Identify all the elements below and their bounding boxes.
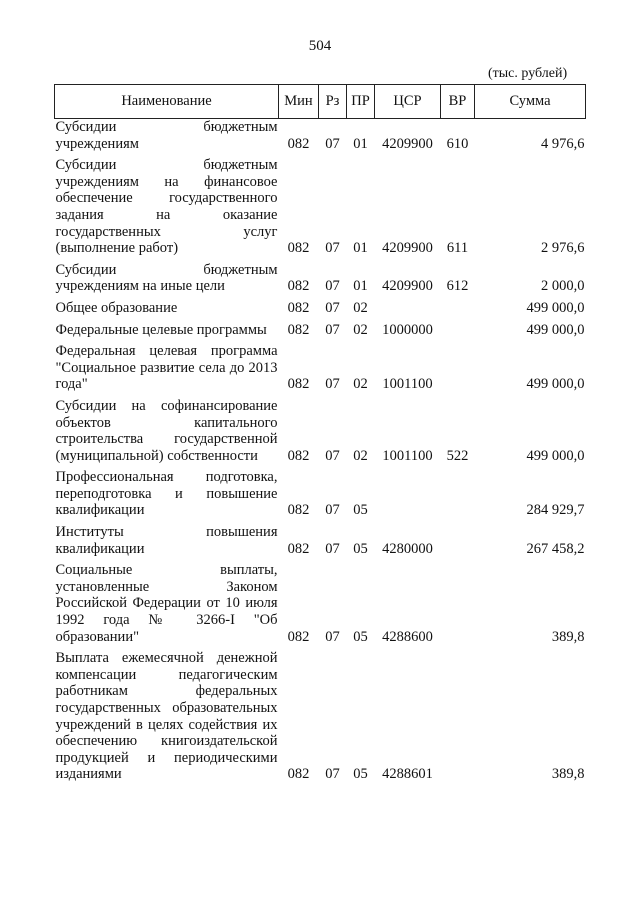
- row-vr: [441, 300, 475, 322]
- row-name: Общее образование: [55, 299, 178, 316]
- row-min: 082: [287, 502, 310, 519]
- row-csr: [375, 469, 441, 524]
- table-row: [55, 562, 586, 650]
- row-csr: 1000000: [382, 321, 433, 338]
- budget-table: [54, 84, 586, 788]
- row-vr: [441, 343, 475, 398]
- row-csr: 1001100: [382, 376, 433, 393]
- row-vr: [441, 322, 475, 344]
- row-pr: 01: [353, 135, 368, 152]
- row-sum: 499 000,0: [526, 376, 585, 393]
- row-sum: 499 000,0: [526, 447, 585, 464]
- row-name: Федеральная целевая программа "Социальное развитие села до 2013 года": [55, 343, 278, 393]
- table-header-row: [55, 85, 586, 119]
- page-number: 504: [308, 38, 332, 54]
- row-sum: 499 000,0: [526, 321, 585, 338]
- header-pr: ПР: [347, 85, 375, 119]
- header-name: Наименование: [55, 85, 279, 119]
- row-min: 082: [287, 376, 310, 393]
- table-row: [55, 119, 586, 158]
- row-sum: 389,8: [551, 766, 585, 783]
- row-csr: 4209900: [382, 240, 433, 257]
- table-row: [55, 398, 586, 469]
- row-vr: 522: [446, 447, 469, 464]
- row-csr: 4280000: [382, 540, 433, 557]
- row-min: 082: [287, 240, 310, 257]
- row-rz: 07: [325, 321, 340, 338]
- row-sum: 389,8: [551, 628, 585, 645]
- table-row: [55, 650, 586, 788]
- row-name: Федеральные целевые программы: [55, 321, 267, 338]
- table-row: [55, 469, 586, 524]
- table-row: [55, 157, 586, 262]
- row-sum: 2 976,6: [541, 240, 585, 257]
- row-name: Субсидии на софинансирование объектов капитального строительства государственной (муниципальной) собственности: [55, 397, 278, 464]
- row-pr: 05: [353, 628, 368, 645]
- row-vr: 611: [446, 240, 469, 257]
- row-name: Профессиональная подготовка, переподготовка и повышение квалификации: [55, 469, 278, 519]
- row-pr: 01: [353, 240, 368, 257]
- row-rz: 07: [325, 135, 340, 152]
- row-name: Субсидии бюджетным учреждениям на финансовое обеспечение государственного задания на оказание государственных услуг (выполнение работ): [55, 157, 278, 257]
- row-rz: 07: [325, 540, 340, 557]
- row-name: Институты повышения квалификации: [55, 524, 278, 557]
- header-min: Мин: [279, 85, 319, 119]
- table-row: [55, 524, 586, 562]
- row-name: Выплата ежемесячной денежной компенсации педагогическим работникам федеральных государственных образовательных учреждений в целях содействия их обеспечению книгоиздательской продукцией и периодическими изданиями: [55, 650, 278, 783]
- row-min: 082: [287, 766, 310, 783]
- row-vr: 610: [446, 135, 469, 152]
- table-row: [55, 322, 586, 344]
- row-csr: [375, 300, 441, 322]
- row-rz: 07: [325, 502, 340, 519]
- table-row: [55, 262, 586, 300]
- row-pr: 05: [353, 502, 368, 519]
- row-rz: 07: [325, 278, 340, 295]
- row-min: 082: [287, 628, 310, 645]
- row-min: 082: [287, 540, 310, 557]
- row-rz: 07: [325, 240, 340, 257]
- row-rz: 07: [325, 376, 340, 393]
- row-vr: [441, 469, 475, 524]
- header-sum: Сумма: [475, 85, 586, 119]
- row-csr: 4288600: [382, 628, 433, 645]
- row-pr: 02: [353, 321, 368, 338]
- row-min: 082: [287, 447, 310, 464]
- row-vr: [441, 562, 475, 650]
- row-vr: 612: [446, 278, 469, 295]
- row-pr: 01: [353, 278, 368, 295]
- row-rz: 07: [325, 299, 340, 316]
- row-rz: 07: [325, 766, 340, 783]
- row-sum: 284 929,7: [526, 502, 585, 519]
- row-pr: 05: [353, 766, 368, 783]
- header-rz: Рз: [319, 85, 347, 119]
- row-name: Субсидии бюджетным учреждениям на иные цели: [55, 261, 278, 295]
- row-vr: [441, 650, 475, 788]
- row-min: 082: [287, 278, 310, 295]
- row-csr: 1001100: [382, 447, 433, 464]
- row-min: 082: [287, 135, 310, 152]
- row-sum: 4 976,6: [541, 135, 585, 152]
- row-csr: 4209900: [382, 135, 433, 152]
- row-name: Социальные выплаты, установленные Законом Российской Федерации от 10 июля 1992 года № 3266-I "Об образовании": [55, 562, 278, 645]
- table-row: [55, 343, 586, 398]
- row-vr: [441, 524, 475, 562]
- row-pr: 05: [353, 540, 368, 557]
- row-rz: 07: [325, 447, 340, 464]
- header-csr: ЦСР: [375, 85, 441, 119]
- row-sum: 499 000,0: [526, 299, 585, 316]
- header-vr: ВР: [441, 85, 475, 119]
- units-note: (тыс. рублей): [488, 66, 568, 81]
- row-rz: 07: [325, 628, 340, 645]
- row-sum: 267 458,2: [526, 540, 585, 557]
- row-pr: 02: [353, 376, 368, 393]
- table-row: [55, 300, 586, 322]
- row-min: 082: [287, 321, 310, 338]
- row-pr: 02: [353, 447, 368, 464]
- row-name: Субсидии бюджетным учреждениям: [55, 119, 278, 152]
- row-pr: 02: [353, 299, 368, 316]
- row-csr: 4209900: [382, 278, 433, 295]
- row-sum: 2 000,0: [541, 278, 585, 295]
- row-csr: 4288601: [382, 766, 433, 783]
- row-min: 082: [287, 299, 310, 316]
